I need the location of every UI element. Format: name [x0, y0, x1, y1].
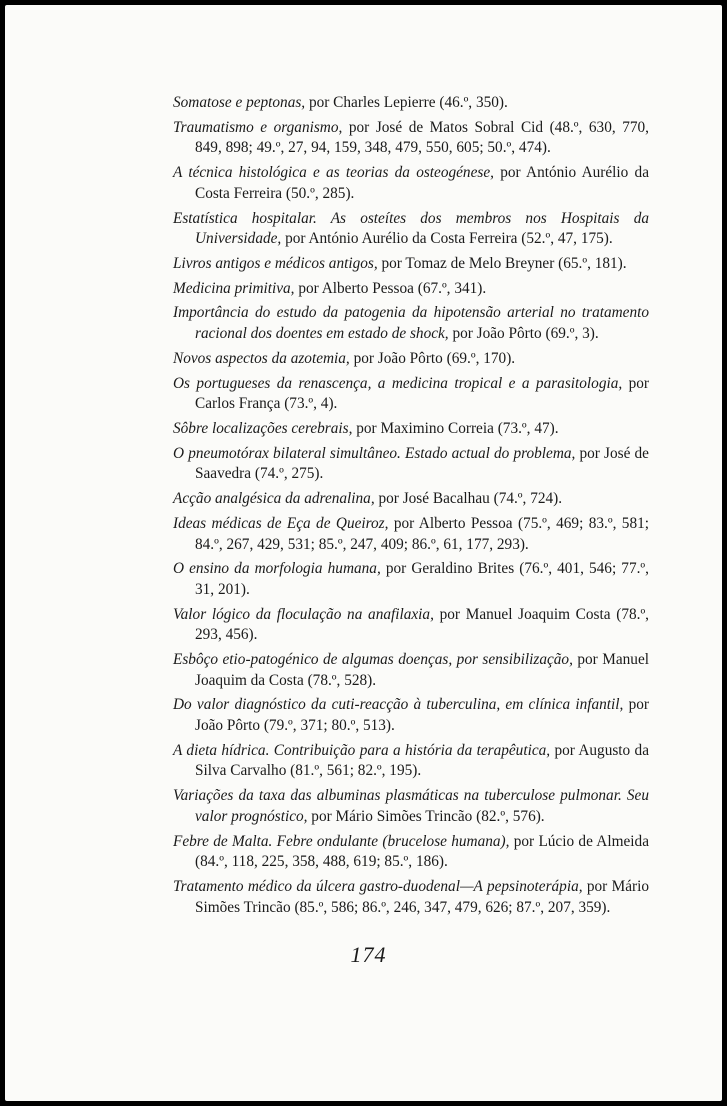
entry-details: por Tomaz de Melo Breyner (65.º, 181).	[377, 254, 627, 272]
entry-details: por João Pôrto (69.º, 3).	[448, 325, 599, 343]
entry-title: Tratamento médico da úlcera gastro-duodenal—A pepsinoterápia,	[173, 877, 583, 895]
page-number: 174	[350, 942, 387, 967]
entry-details: por Alberto Pessoa (67.º, 341).	[294, 279, 487, 297]
entry-title: Importância do estudo da patogenia da hipotensão arterial no tratamento racional dos doentes em estado de shock,	[173, 304, 649, 343]
entry-details: por José de Saavedra (74.º, 275).	[195, 444, 649, 483]
bibliography-entry	[173, 489, 649, 510]
bibliography-entry	[173, 374, 649, 415]
bibliography-entry	[173, 349, 649, 370]
entry-title: A dieta hídrica. Contribuição para a história da terapêutica,	[173, 741, 551, 759]
entry-details: por Charles Lepierre (46.º, 350).	[305, 94, 508, 111]
entry-details: por Maximino Correia (73.º, 47).	[352, 420, 559, 437]
entry-title: Esbôço etio-patogénico de algumas doenças, por sensibilização,	[173, 651, 573, 669]
entry-title: Livros antigos e médicos antigos,	[173, 254, 378, 272]
bibliography-entry	[173, 650, 649, 691]
entry-details: por António Aurélio da Costa Ferreira (50.º, 285).	[195, 164, 649, 202]
bibliography-list	[173, 93, 649, 922]
bibliography-entry	[173, 832, 649, 873]
entry-title: Novos aspectos da azotemia,	[173, 349, 350, 367]
entry-title: Febre de Malta. Febre ondulante (brucelose humana),	[173, 832, 510, 850]
entry-details: por António Aurélio da Costa Ferreira (52.º, 47, 175).	[281, 230, 613, 248]
bibliography-entry	[173, 254, 649, 275]
bibliography-entry	[173, 419, 649, 440]
entry-title: O ensino da morfologia humana,	[173, 560, 381, 578]
book-page	[5, 5, 722, 1101]
entry-title: Variações da taxa das albuminas plasmáticas na tuberculose pulmonar. Seu valor prognóstico,	[173, 787, 649, 825]
bibliography-entry	[173, 695, 649, 736]
entry-details: por Geraldino Brites (76.º, 401, 546; 77.º, 31, 201).	[195, 560, 649, 598]
entry-title: Os portugueses da renascença, a medicina tropical e a parasitologia,	[173, 374, 623, 392]
entry-title: A técnica histológica e as teorias da osteogénese,	[173, 164, 494, 182]
entry-details: por Carlos França (73.º, 4).	[195, 374, 649, 413]
bibliography-entry	[173, 303, 649, 344]
entry-title: Do valor diagnóstico da cuti-reacção à tuberculina, em clínica infantil,	[173, 696, 624, 714]
entry-title: Ideas médicas de Eça de Queiroz,	[173, 514, 389, 532]
entry-title: Valor lógico da floculação na anafilaxia,	[173, 605, 434, 623]
entry-title: Somatose e peptonas,	[173, 94, 306, 111]
entry-title: Estatística hospitalar. As osteítes dos membros nos Hospitais da Universidade,	[173, 209, 649, 248]
bibliography-entry	[173, 93, 649, 114]
entry-details: por José de Matos Sobral Cid (48.º, 630, 770, 849, 898; 49.º, 27, 94, 159, 348, 479, 550, 605; 50.º, 474).	[195, 118, 649, 157]
bibliography-entry	[173, 559, 649, 600]
bibliography-entry	[173, 605, 649, 646]
bibliography-entry	[173, 514, 649, 555]
bibliography-entry	[173, 163, 649, 204]
bibliography-entry	[173, 279, 649, 300]
entry-details: por Mário Simões Trincão (82.º, 576).	[307, 807, 545, 825]
entry-details: por Lúcio de Almeida (84.º, 118, 225, 358, 488, 619; 85.º, 186).	[195, 832, 649, 871]
entry-title: Medicina primitiva,	[173, 279, 295, 297]
entry-details: por Manuel Joaquim Costa (78.º, 293, 456).	[195, 605, 650, 644]
entry-title: Acção analgésica da adrenalina,	[173, 490, 375, 508]
entry-details: por Augusto da Silva Carvalho (81.º, 561; 82.º, 195).	[195, 741, 649, 780]
entry-details: por Manuel Joaquim da Costa (78.º, 528).	[195, 651, 649, 689]
bibliography-entry	[173, 786, 649, 827]
entry-details: por José Bacalhau (74.º, 724).	[374, 490, 563, 508]
bibliography-entry	[173, 877, 649, 918]
entry-details: por João Pôrto (69.º, 170).	[349, 349, 516, 367]
entry-details: por João Pôrto (79.º, 371; 80.º, 513).	[195, 696, 649, 735]
entry-title: Sôbre localizações cerebrais,	[173, 420, 353, 437]
entry-details: por Alberto Pessoa (75.º, 469; 83.º, 581; 84.º, 267, 429, 531; 85.º, 247, 409; 86.º, 61, 177, 293).	[195, 514, 649, 553]
bibliography-entry	[173, 741, 649, 782]
entry-details: por Mário Simões Trincão (85.º, 586; 86.º, 246, 347, 479, 626; 87.º, 207, 359).	[195, 877, 649, 916]
bibliography-entry	[173, 118, 649, 159]
bibliography-entry	[173, 444, 649, 485]
entry-title: O pneumotórax bilateral simultâneo. Estado actual do problema,	[173, 444, 576, 462]
bibliography-entry	[173, 209, 649, 250]
entry-title: Traumatismo e organismo,	[173, 118, 343, 136]
